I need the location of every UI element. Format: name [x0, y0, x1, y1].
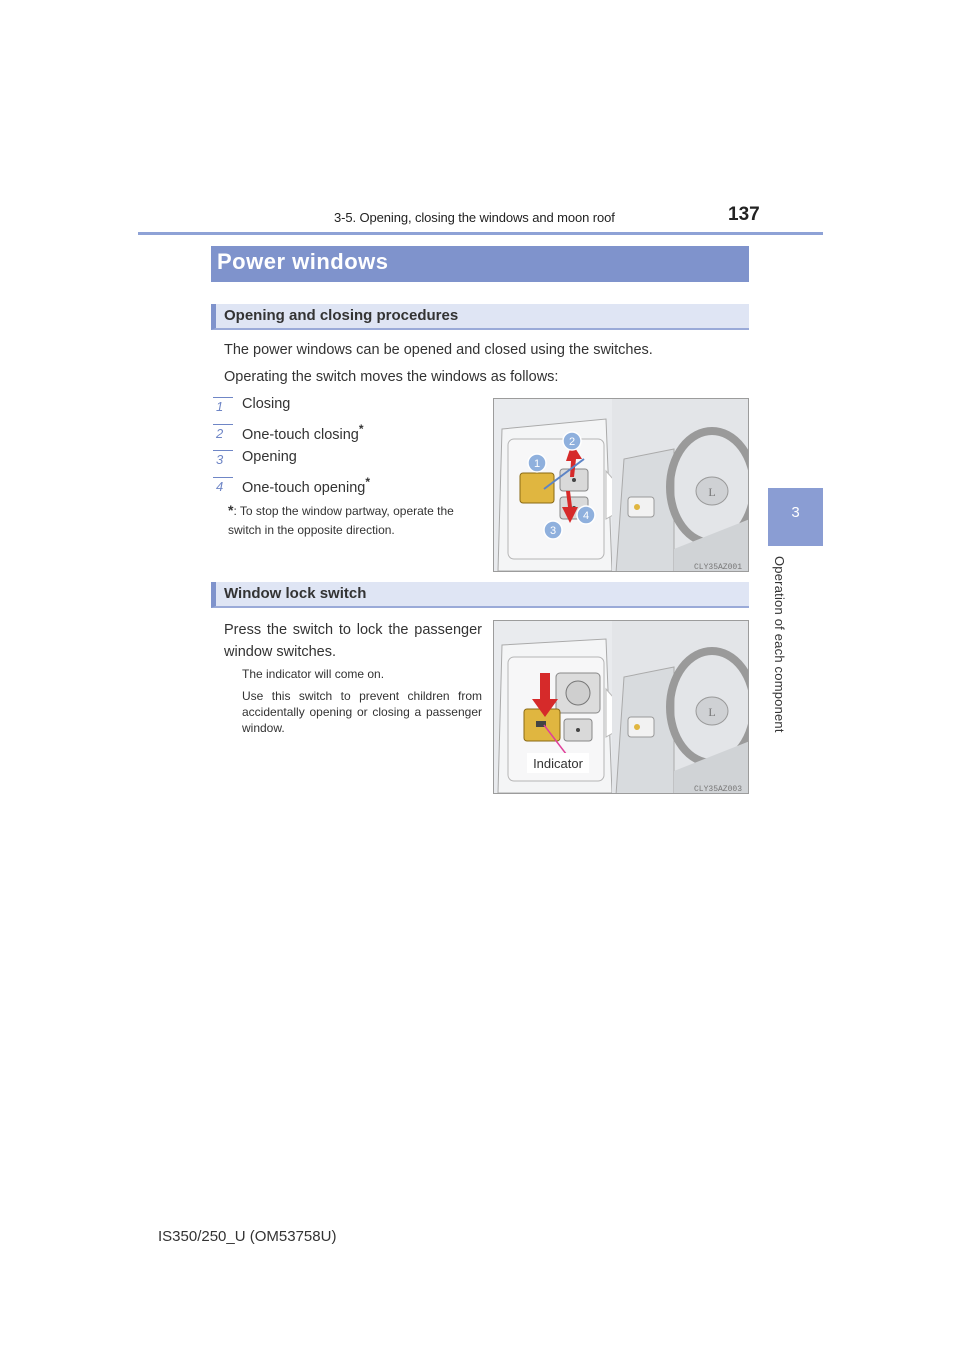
window-switch-drawing — [494, 399, 749, 572]
window-lock-illustration — [493, 620, 749, 794]
callout-3 — [544, 521, 562, 539]
step-label: One-touch opening — [242, 479, 366, 496]
page-title-bar — [211, 246, 749, 282]
asterisk-mark: * — [358, 422, 364, 436]
svg-text:L: L — [708, 485, 716, 499]
lock-note: The indicator will come on. — [242, 667, 385, 681]
indicator-label: Indicator — [533, 756, 583, 771]
intro-paragraph: Operating the switch moves the windows as follows: — [224, 369, 559, 385]
callout-1 — [528, 454, 546, 472]
step-number-2: 2 — [213, 424, 233, 441]
section-heading-text: Window lock switch — [224, 585, 367, 602]
asterisk-mark: * — [365, 475, 371, 489]
running-header: 3-5. Opening, closing the windows and moon roof — [334, 210, 615, 225]
chapter-label: Operation of each component — [772, 556, 787, 733]
window-lock-drawing — [494, 621, 749, 794]
lock-instruction: Press the switch to lock the passenger window switches. — [224, 622, 482, 660]
chapter-tab — [768, 488, 823, 546]
page-title: Power windows — [217, 249, 389, 274]
footnote-star: * — [228, 502, 234, 518]
step-label: One-touch closing — [242, 426, 359, 443]
intro-paragraph: The power windows can be opened and closed using the switches. — [224, 342, 653, 358]
step-number-1: 1 — [213, 397, 233, 414]
step-number-4: 4 — [213, 477, 233, 494]
step-text-one-touch-closing — [242, 422, 364, 443]
page-number: 137 — [728, 204, 760, 225]
callout-label: 1 — [533, 458, 541, 470]
lock-note: Use this switch to prevent children from accidentally opening or closing a passenger window. — [242, 689, 482, 735]
footnote-text: : To stop the window partway, operate the switch in the opposite direction. — [228, 504, 454, 537]
step-number-3: 3 — [213, 450, 233, 467]
illustration-code: CLY35AZ001 — [693, 563, 742, 572]
footnote — [228, 501, 488, 540]
section-heading-text: Opening and closing procedures — [224, 307, 459, 324]
section-heading-procedures — [211, 304, 749, 330]
header-rule — [138, 232, 823, 235]
chapter-number: 3 — [791, 504, 800, 521]
illustration-code: CLY35AZ003 — [693, 785, 742, 794]
callout-4 — [577, 506, 595, 524]
callout-label: 3 — [549, 525, 557, 537]
svg-text:L: L — [708, 705, 716, 719]
callout-2 — [563, 432, 581, 450]
step-text-one-touch-opening — [242, 475, 370, 496]
section-heading-window-lock — [211, 582, 749, 608]
footer-model-code: IS350/250_U (OM53758U) — [158, 1228, 337, 1245]
callout-label: 2 — [568, 436, 576, 448]
window-switch-illustration — [493, 398, 749, 572]
callout-label: 4 — [582, 510, 590, 522]
step-text-opening: Opening — [242, 449, 297, 465]
step-text-closing: Closing — [242, 396, 291, 412]
